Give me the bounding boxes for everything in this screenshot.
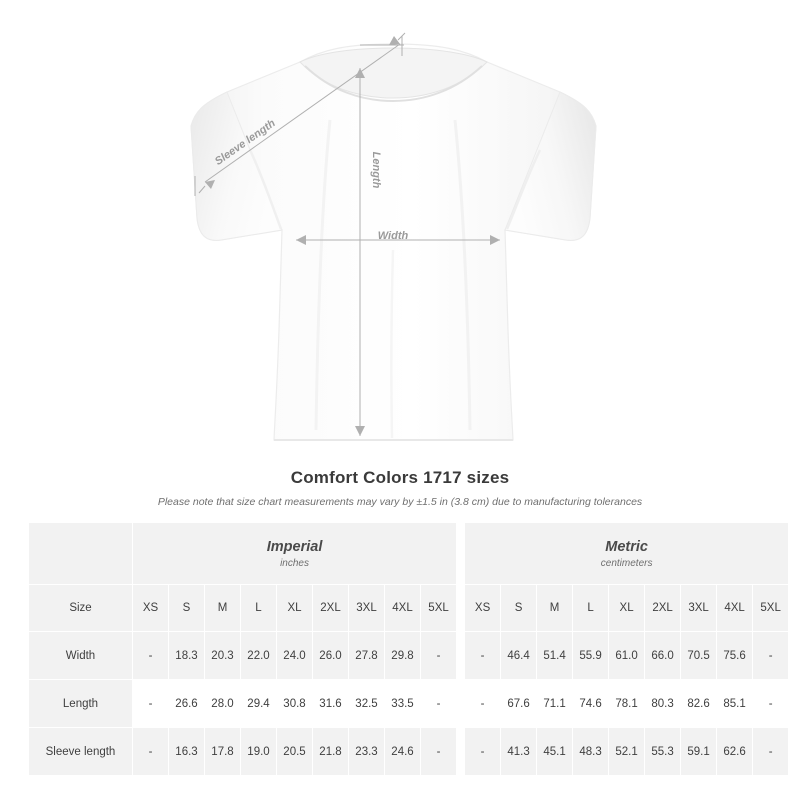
system-metric-name: Metric — [605, 538, 648, 555]
size-col-metric-3xl: 3XL — [681, 585, 717, 632]
table-row — [29, 680, 789, 728]
size-col-metric-m: M — [537, 585, 573, 632]
size-col-imperial-m: M — [205, 585, 241, 632]
size-col-metric-xl: XL — [609, 585, 645, 632]
cell-width-metric-5xl: - — [753, 632, 789, 680]
cell-sleeve-metric-m: 45.1 — [537, 728, 573, 776]
size-col-metric-s: S — [501, 585, 537, 632]
table-row — [29, 632, 789, 680]
length-label: Length — [370, 151, 382, 189]
cell-width-metric-xs: - — [465, 632, 501, 680]
table-gap-cell — [457, 523, 465, 585]
cell-sleeve-metric-xl: 52.1 — [609, 728, 645, 776]
row-label-sleeve-length: Sleeve length — [29, 728, 133, 776]
size-col-metric-2xl: 2XL — [645, 585, 681, 632]
cell-width-imperial-m: 20.3 — [205, 632, 241, 680]
cell-width-metric-2xl: 66.0 — [645, 632, 681, 680]
size-col-metric-4xl: 4XL — [717, 585, 753, 632]
table-corner-cell — [29, 523, 133, 585]
size-col-metric-5xl: 5XL — [753, 585, 789, 632]
size-col-metric-xs: XS — [465, 585, 501, 632]
cell-length-metric-5xl: - — [753, 680, 789, 728]
size-header-row — [29, 585, 789, 632]
cell-length-metric-2xl: 80.3 — [645, 680, 681, 728]
system-imperial-cell — [133, 523, 457, 585]
cell-length-imperial-s: 26.6 — [169, 680, 205, 728]
cell-sleeve-imperial-xs: - — [133, 728, 169, 776]
row-label-length: Length — [29, 680, 133, 728]
cell-sleeve-imperial-l: 19.0 — [241, 728, 277, 776]
size-chart-table — [28, 522, 789, 776]
cell-sleeve-metric-l: 48.3 — [573, 728, 609, 776]
cell-length-metric-xs: - — [465, 680, 501, 728]
cell-width-imperial-xs: - — [133, 632, 169, 680]
system-imperial-unit: inches — [280, 557, 309, 569]
width-label: Width — [377, 230, 409, 242]
cell-sleeve-imperial-2xl: 21.8 — [313, 728, 349, 776]
cell-sleeve-imperial-m: 17.8 — [205, 728, 241, 776]
size-col-metric-l: L — [573, 585, 609, 632]
cell-width-metric-l: 55.9 — [573, 632, 609, 680]
size-col-imperial-l: L — [241, 585, 277, 632]
table-gap-cell — [457, 632, 465, 680]
size-col-imperial-xl: XL — [277, 585, 313, 632]
table-gap-cell — [457, 728, 465, 776]
cell-length-imperial-xl: 30.8 — [277, 680, 313, 728]
system-metric-cell — [465, 523, 789, 585]
table-gap-cell — [457, 585, 465, 632]
size-col-imperial-2xl: 2XL — [313, 585, 349, 632]
chart-title: Comfort Colors 1717 sizes — [290, 468, 510, 487]
cell-width-metric-xl: 61.0 — [609, 632, 645, 680]
system-imperial-name: Imperial — [266, 538, 323, 555]
table-gap-cell — [457, 680, 465, 728]
cell-sleeve-imperial-4xl: 24.6 — [385, 728, 421, 776]
cell-length-metric-3xl: 82.6 — [681, 680, 717, 728]
cell-width-imperial-s: 18.3 — [169, 632, 205, 680]
cell-length-imperial-xs: - — [133, 680, 169, 728]
size-col-imperial-s: S — [169, 585, 205, 632]
cell-length-imperial-m: 28.0 — [205, 680, 241, 728]
cell-length-imperial-2xl: 31.6 — [313, 680, 349, 728]
cell-length-metric-4xl: 85.1 — [717, 680, 753, 728]
cell-width-imperial-5xl: - — [421, 632, 457, 680]
system-header-row — [29, 523, 789, 585]
size-col-imperial-xs: XS — [133, 585, 169, 632]
cell-width-imperial-2xl: 26.0 — [313, 632, 349, 680]
cell-length-imperial-l: 29.4 — [241, 680, 277, 728]
cell-length-metric-l: 74.6 — [573, 680, 609, 728]
cell-length-imperial-3xl: 32.5 — [349, 680, 385, 728]
cell-width-imperial-l: 22.0 — [241, 632, 277, 680]
cell-length-imperial-4xl: 33.5 — [385, 680, 421, 728]
cell-width-metric-3xl: 70.5 — [681, 632, 717, 680]
cell-sleeve-metric-xs: - — [465, 728, 501, 776]
cell-sleeve-metric-2xl: 55.3 — [645, 728, 681, 776]
cell-length-imperial-5xl: - — [421, 680, 457, 728]
size-header-cell: Size — [29, 585, 133, 632]
cell-sleeve-imperial-3xl: 23.3 — [349, 728, 385, 776]
cell-width-imperial-xl: 24.0 — [277, 632, 313, 680]
cell-sleeve-imperial-5xl: - — [421, 728, 457, 776]
table-row — [29, 728, 789, 776]
cell-length-metric-m: 71.1 — [537, 680, 573, 728]
cell-sleeve-metric-3xl: 59.1 — [681, 728, 717, 776]
system-metric-unit: centimeters — [600, 557, 653, 569]
size-col-imperial-3xl: 3XL — [349, 585, 385, 632]
sleeve-length-label: Sleeve length — [212, 117, 278, 168]
cell-width-imperial-3xl: 27.8 — [349, 632, 385, 680]
cell-length-metric-s: 67.6 — [501, 680, 537, 728]
cell-width-metric-s: 46.4 — [501, 632, 537, 680]
shirt-shape — [191, 44, 596, 440]
cell-width-imperial-4xl: 29.8 — [385, 632, 421, 680]
cell-sleeve-metric-5xl: - — [753, 728, 789, 776]
size-col-imperial-4xl: 4XL — [385, 585, 421, 632]
cell-sleeve-metric-s: 41.3 — [501, 728, 537, 776]
cell-sleeve-imperial-xl: 20.5 — [277, 728, 313, 776]
size-col-imperial-5xl: 5XL — [421, 585, 457, 632]
cell-length-metric-xl: 78.1 — [609, 680, 645, 728]
cell-width-metric-m: 51.4 — [537, 632, 573, 680]
chart-note: Please note that size chart measurements may vary by ±1.5 in (3.8 cm) due to manufacturing tolerances — [157, 496, 643, 508]
size-table-wrapper — [28, 522, 781, 776]
row-label-width: Width — [29, 632, 133, 680]
cell-sleeve-imperial-s: 16.3 — [169, 728, 205, 776]
cell-sleeve-metric-4xl: 62.6 — [717, 728, 753, 776]
cell-width-metric-4xl: 75.6 — [717, 632, 753, 680]
